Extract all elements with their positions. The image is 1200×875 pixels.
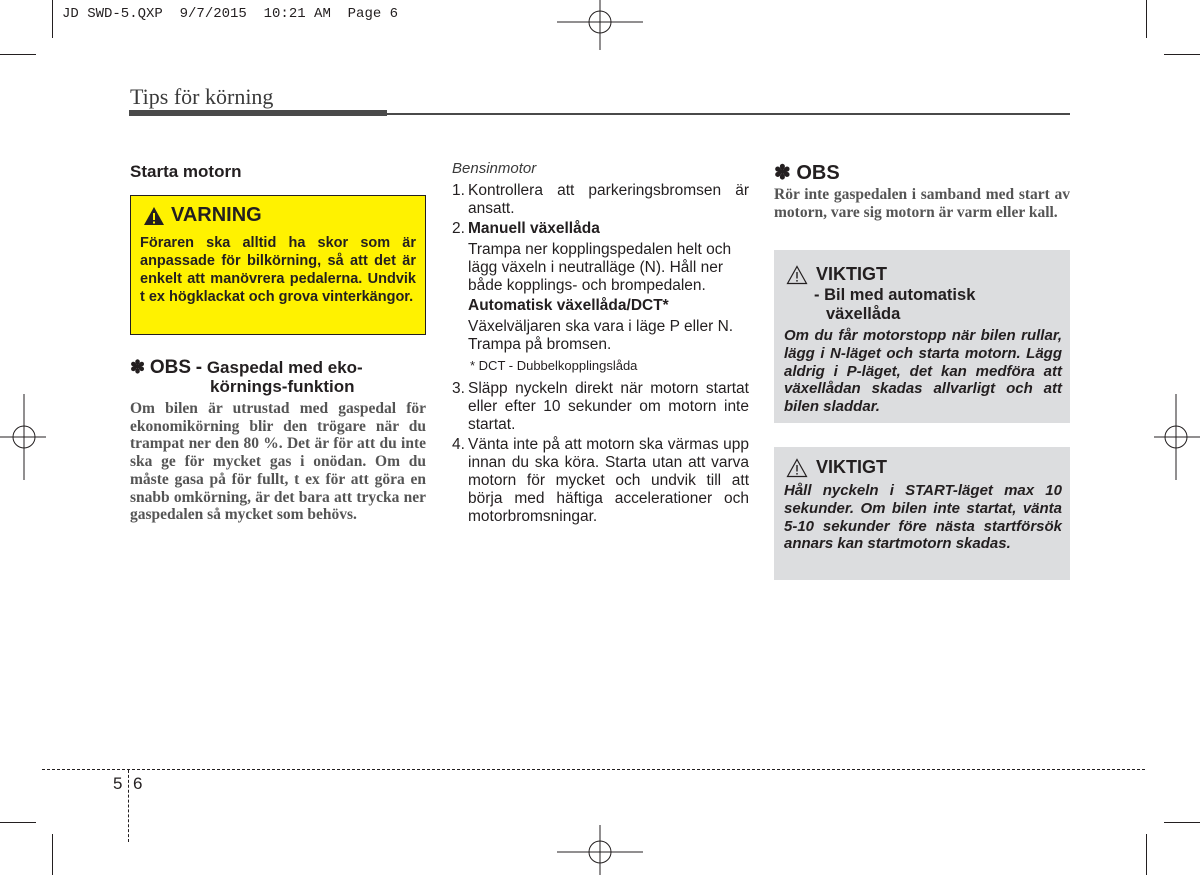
header-rule [387, 113, 1070, 115]
list-item [452, 220, 749, 238]
important-subtitle: - Bil med automatisk [814, 286, 976, 304]
crop-mark [52, 0, 53, 38]
warning-text: Föraren ska alltid ha skor som är anpassade för bilkörning, så att det är enkelt att manövrera pedalerna. Undvik t ex högklackat och grova vinterkängor. [140, 235, 416, 305]
important-label: VIKTIGT [816, 264, 887, 284]
important-box [774, 250, 1070, 423]
obs-heading [774, 160, 840, 185]
obs-subtitle: körnings-funktion [210, 377, 355, 396]
warning-triangle-icon [143, 206, 165, 226]
list-text: Manuell växellåda [468, 220, 600, 237]
warning-title [143, 204, 262, 227]
registration-mark-icon [557, 825, 643, 875]
obs-label: OBS [796, 162, 840, 184]
crop-mark [0, 822, 36, 823]
warning-label: VARNING [171, 204, 262, 226]
warning-box [130, 195, 426, 335]
subheading-petrol-engine: Bensinmotor [452, 160, 537, 177]
obs-dash: - [195, 357, 203, 378]
page-chapter: 5 [113, 774, 123, 793]
print-slug: JD SWD-5.QXP 9/7/2015 10:21 AM Page 6 [62, 6, 399, 22]
important-title [786, 264, 887, 285]
registration-mark-icon [557, 0, 643, 50]
important-box [774, 447, 1070, 580]
caution-triangle-icon [786, 458, 808, 478]
important-text: Om du får motorstopp när bilen rullar, lägg i N-läget och starta motorn. Lägg aldrig i P-läget, det kan medföra att växellådan skadas allvarligt och att bilen sladdar. [784, 327, 1062, 416]
crop-mark [1164, 822, 1200, 823]
list-number: 4. [452, 436, 465, 453]
obs-star-icon: ✽ [774, 162, 791, 184]
important-label: VIKTIGT [816, 457, 887, 477]
list-number: 2. [452, 220, 465, 237]
obs-star-icon: ✽ [130, 357, 146, 377]
page-number: 6 [133, 774, 143, 793]
obs-label: OBS [149, 357, 192, 378]
list-item [452, 182, 749, 218]
dct-footnote: * DCT - Dubbelkopplingslåda [470, 358, 638, 373]
footer-rule [42, 769, 1145, 770]
registration-mark-icon [1154, 394, 1200, 480]
obs-text: Rör inte gaspedalen i samband med start av motorn, vare sig motorn är varm eller kall. [774, 186, 1070, 221]
list-number: 1. [452, 182, 465, 199]
list-number: 3. [452, 380, 465, 397]
important-text: Håll nyckeln i START-läget max 10 sekunder. Om bilen inte startat, vänta 5-10 sekunder före nästa startförsök annars kan startmotorn skadas. [784, 482, 1062, 553]
important-title [786, 457, 887, 478]
manual-gearbox-text: Trampa ner kopplingspedalen helt och lägg växeln i neutralläge (N). Håll ner både kopplings- och brompedalen. [468, 241, 732, 294]
heading-start-engine: Starta motorn [130, 162, 242, 181]
automatic-gearbox-text: Växelväljaren ska vara i läge P eller N. Trampa på bromsen. [468, 318, 734, 353]
list-item [452, 380, 749, 434]
obs-subtitle: Gaspedal med eko- [206, 358, 363, 377]
crop-mark [1146, 0, 1147, 38]
obs-text: Om bilen är utrustad med gaspedal för ekonomikörning blir den trögare när du trampat ner den 80 %. Det är för att du inte ska ge för mycket gas i onödan. Om du måste gasa på för fullt, t ex för att göra en snabb omkörning, är det bara att trycka ner gaspedalen så mycket som behövs. [130, 400, 426, 524]
crop-mark [52, 834, 53, 875]
crop-mark [1164, 54, 1200, 55]
list-item [452, 436, 749, 526]
crop-mark [0, 54, 36, 55]
caution-triangle-icon [786, 265, 808, 285]
obs-heading [130, 357, 363, 378]
section-title: Tips för körning [130, 84, 274, 109]
important-subtitle: växellåda [826, 305, 901, 323]
footer-divider [128, 770, 129, 842]
automatic-gearbox-heading: Automatisk växellåda/DCT* [468, 297, 669, 314]
list-text: Släpp nyckeln direkt när motorn startat eller efter 10 sekunder om motorn inte startat. [468, 380, 749, 433]
list-text: Vänta inte på att motorn ska värmas upp innan du ska köra. Starta utan att varva motorn för mycket och undvik till att börja med häftiga accelerationer och motorbromsningar. [468, 436, 749, 525]
registration-mark-icon [0, 394, 46, 480]
header-rule [129, 110, 387, 116]
list-text: Kontrollera att parkeringsbromsen är ansatt. [468, 182, 749, 217]
crop-mark [1146, 834, 1147, 875]
